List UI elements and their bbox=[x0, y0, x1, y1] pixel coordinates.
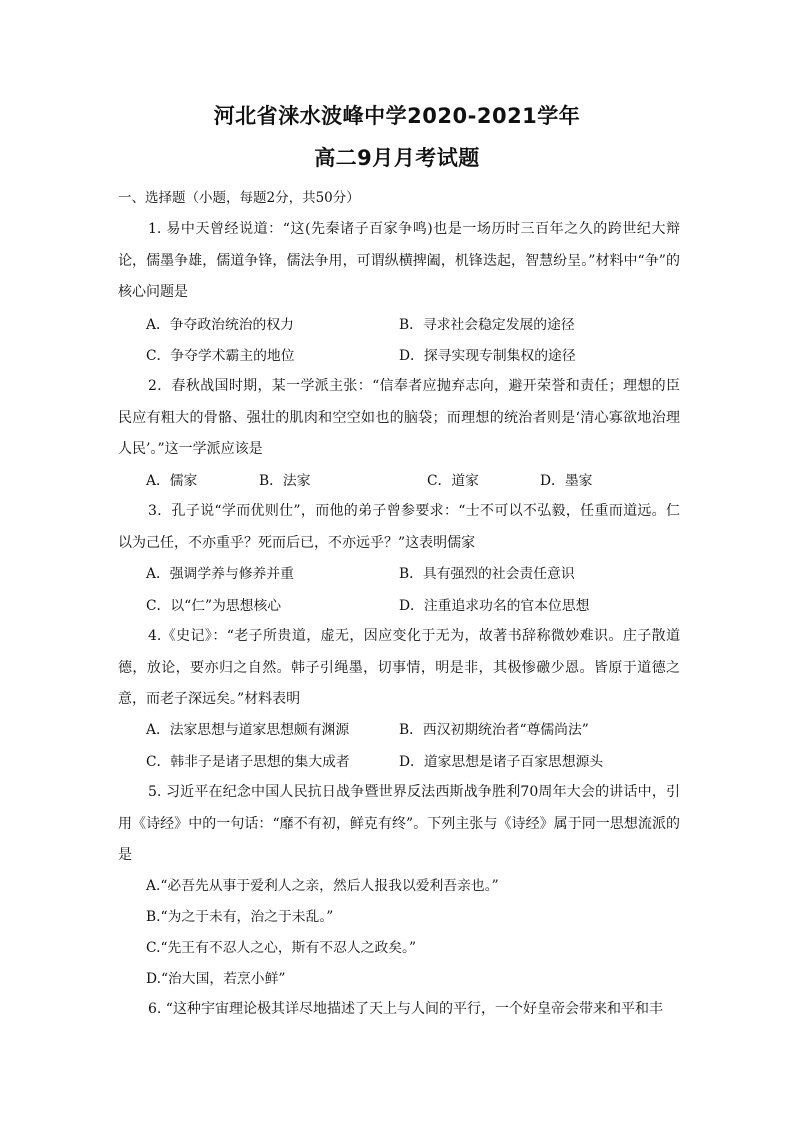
question-5-option-c: C.“先王有不忍人之心，斯有不忍人之政矣。” bbox=[146, 940, 416, 956]
question-4-option-b: B．西汉初期统治者“尊儒尚法” bbox=[399, 722, 589, 738]
question-2-option-d: D．墨家 bbox=[540, 473, 593, 489]
question-4-stem: 4.《史记》：“老子所贵道，虚无，因应变化于无为，故著书辞称微妙难识。庄子散道德，放论，要亦归之自然。韩子引绳墨，切事情，明是非，其极惨礉少恩。皆原于道德之意，而老子深远矣。”材料表明 bbox=[118, 628, 680, 707]
question-5-stem: 5. 习近平在纪念中国人民抗日战争暨世界反法西斯战争胜利70周年大会的讲话中，引用《诗经》中的一句话：“靡不有初，鲜克有终”。下列主张与《诗经》属于同一思想流派的是 bbox=[118, 784, 680, 863]
question-5-option-d: D.“治大国，若烹小鲜” bbox=[146, 971, 286, 987]
question-5-option-a: A.“必吾先从事于爱利人之亲，然后人报我以爱利吾亲也。” bbox=[146, 878, 499, 894]
question-1-option-a: A．争夺政治统治的权力 bbox=[146, 317, 294, 333]
question-1-option-d: D．探寻实现专制集权的途径 bbox=[399, 348, 576, 364]
question-3-option-c: C．以“仁”为思想核心 bbox=[146, 598, 282, 614]
question-2-stem: 2．春秋战国时期，某一学派主张：“信奉者应抛弃志向，避开荣誉和责任；理想的臣民应有粗大的骨骼、强壮的肌肉和空空如也的脑袋；而理想的统治者则是‘清心寡欲地治理人民’。”这一学派应该是 bbox=[118, 378, 680, 457]
question-3-option-a: A．强调学养与修养并重 bbox=[146, 566, 294, 582]
question-5-option-b: B.“为之于未有，治之于未乱。” bbox=[146, 909, 334, 925]
question-4-option-d: D．道家思想是诸子百家思想源头 bbox=[399, 754, 604, 770]
question-1-option-c: C．争夺学术霸主的地位 bbox=[146, 348, 295, 364]
question-2-option-a: A．儒家 bbox=[146, 473, 198, 489]
question-4-option-c: C．韩非子是诸子思想的集大成者 bbox=[146, 754, 350, 770]
question-1-stem: 1. 易中天曾经说道：“这(先秦诸子百家争鸣)也是一场历时三百年之久的跨世纪大辩论，儒墨争雄，儒道争锋，儒法争用，可谓纵横捭阖，机锋迭起，智慧纷呈。”材料中“争”的核心问题是 bbox=[118, 221, 680, 300]
question-3-stem: 3．孔子说“学而优则仕”，而他的弟子曾参要求：“士不可以不弘毅，任重而道远。仁以为己任，不亦重乎？死而后已，不亦远乎？”这表明儒家 bbox=[118, 503, 680, 551]
section-heading: 一、选择题（小题，每题2分，共50分） bbox=[118, 190, 360, 206]
question-2-option-b: B．法家 bbox=[259, 473, 311, 489]
question-6-stem: 6. “这种宇宙理论极其详尽地描述了天上与人间的平行，一个好皇帝会带来和平和丰 bbox=[148, 1001, 663, 1017]
question-3-option-b: B．具有强烈的社会责任意识 bbox=[399, 566, 575, 582]
exam-title: 河北省涞水波峰中学2020-2021学年 bbox=[213, 104, 581, 128]
question-4-option-a: A．法家思想与道家思想颇有渊源 bbox=[146, 722, 350, 738]
question-1-option-b: B．寻求社会稳定发展的途径 bbox=[399, 317, 575, 333]
question-3-option-d: D．注重追求功名的官本位思想 bbox=[399, 598, 590, 614]
question-2-option-c: C．道家 bbox=[427, 473, 479, 489]
exam-subtitle: 高二9月月考试题 bbox=[314, 146, 480, 170]
